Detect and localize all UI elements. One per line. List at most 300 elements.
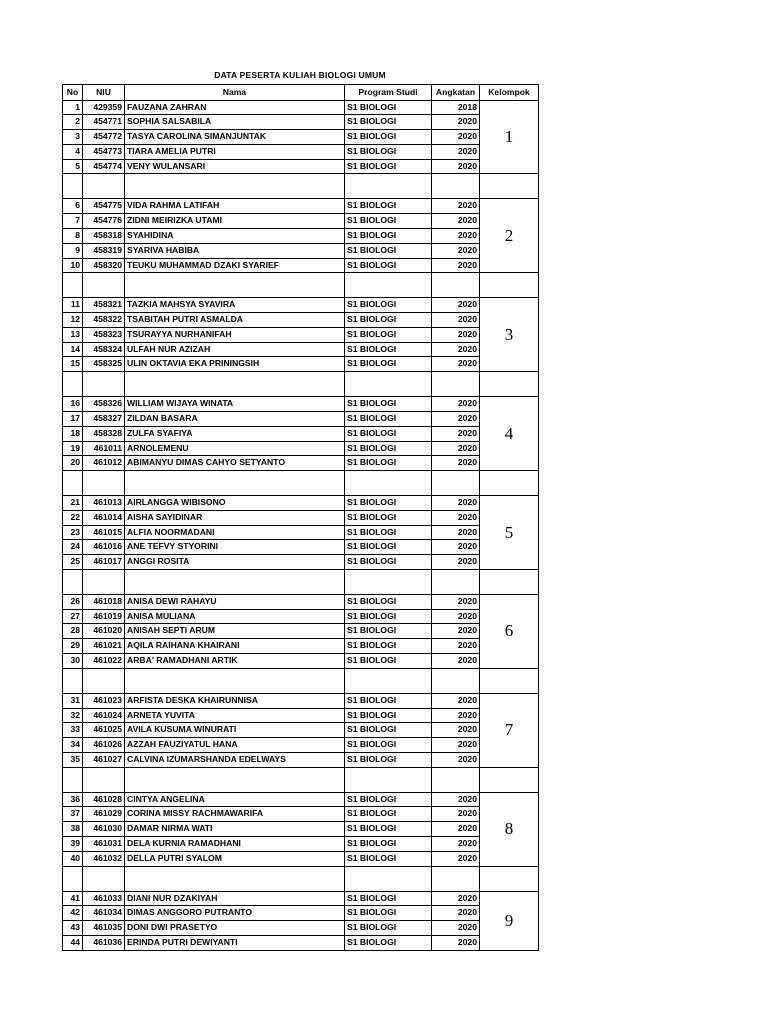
row-niu: 454775: [83, 199, 125, 214]
spacer-cell: [125, 471, 345, 496]
row-program-studi: S1 BIOLOGI: [345, 723, 432, 738]
row-program-studi: S1 BIOLOGI: [345, 525, 432, 540]
row-no: 6: [63, 199, 83, 214]
row-nama: TAZKIA MAHSYA SYAVIRA: [125, 298, 345, 313]
table-row: [63, 921, 539, 936]
row-niu: 461015: [83, 525, 125, 540]
group-spacer-row: [63, 372, 539, 397]
row-nama: ZULFA SYAFIYA: [125, 426, 345, 441]
spacer-cell: [125, 174, 345, 199]
group-spacer-row: [63, 668, 539, 693]
row-program-studi: S1 BIOLOGI: [345, 609, 432, 624]
row-no: 26: [63, 594, 83, 609]
row-nama: AISHA SAYIDINAR: [125, 510, 345, 525]
row-nama: SYARIVA HABIBA: [125, 243, 345, 258]
table-row: [63, 540, 539, 555]
row-program-studi: S1 BIOLOGI: [345, 100, 432, 115]
table-row: [63, 510, 539, 525]
spacer-cell: [345, 273, 432, 298]
row-program-studi: S1 BIOLOGI: [345, 891, 432, 906]
row-nama: AVILA KUSUMA WINURATI: [125, 723, 345, 738]
row-program-studi: S1 BIOLOGI: [345, 851, 432, 866]
row-program-studi: S1 BIOLOGI: [345, 807, 432, 822]
row-niu: 454773: [83, 144, 125, 159]
row-angkatan: 2020: [432, 496, 480, 511]
table-row: [63, 115, 539, 130]
row-no: 19: [63, 441, 83, 456]
row-program-studi: S1 BIOLOGI: [345, 639, 432, 654]
row-angkatan: 2020: [432, 130, 480, 145]
row-no: 39: [63, 837, 83, 852]
row-no: 22: [63, 510, 83, 525]
group-spacer-row: [63, 569, 539, 594]
row-no: 30: [63, 654, 83, 669]
row-niu: 461026: [83, 738, 125, 753]
row-niu: 461016: [83, 540, 125, 555]
row-program-studi: S1 BIOLOGI: [345, 258, 432, 273]
row-nama: DIANI NUR DZAKIYAH: [125, 891, 345, 906]
row-program-studi: S1 BIOLOGI: [345, 199, 432, 214]
header-niu: NIU: [83, 85, 125, 101]
row-nama: DONI DWI PRASETYO: [125, 921, 345, 936]
row-niu: 454771: [83, 115, 125, 130]
row-angkatan: 2018: [432, 100, 480, 115]
row-no: 20: [63, 456, 83, 471]
row-niu: 458327: [83, 411, 125, 426]
row-niu: 461034: [83, 906, 125, 921]
table-row: [63, 214, 539, 229]
row-no: 13: [63, 327, 83, 342]
spacer-cell: [345, 668, 432, 693]
row-nama: AIRLANGGA WIBISONO: [125, 496, 345, 511]
row-nama: TIARA AMELIA PUTRI: [125, 144, 345, 159]
spacer-cell: [345, 174, 432, 199]
row-program-studi: S1 BIOLOGI: [345, 130, 432, 145]
spacer-cell: [83, 668, 125, 693]
spacer-cell: [63, 767, 83, 792]
row-nama: ULFAH NUR AZIZAH: [125, 342, 345, 357]
spacer-cell: [63, 569, 83, 594]
kelompok-number: 5: [480, 496, 539, 570]
group-spacer-row: [63, 471, 539, 496]
row-no: 33: [63, 723, 83, 738]
row-nama: ABIMANYU DIMAS CAHYO SETYANTO: [125, 456, 345, 471]
row-niu: 461013: [83, 496, 125, 511]
table-row: [63, 837, 539, 852]
spacer-cell: [63, 372, 83, 397]
row-nama: WILLIAM WIJAYA WINATA: [125, 397, 345, 412]
row-niu: 461021: [83, 639, 125, 654]
row-nama: AQILA RAIHANA KHAIRANI: [125, 639, 345, 654]
row-angkatan: 2020: [432, 426, 480, 441]
row-angkatan: 2020: [432, 935, 480, 950]
row-no: 36: [63, 792, 83, 807]
table-row: [63, 327, 539, 342]
document-title: DATA PESERTA KULIAH BIOLOGI UMUM: [214, 70, 386, 80]
row-angkatan: 2020: [432, 906, 480, 921]
spacer-cell: [63, 273, 83, 298]
row-program-studi: S1 BIOLOGI: [345, 906, 432, 921]
row-program-studi: S1 BIOLOGI: [345, 298, 432, 313]
row-no: 4: [63, 144, 83, 159]
table-row: [63, 935, 539, 950]
row-niu: 458324: [83, 342, 125, 357]
row-angkatan: 2020: [432, 214, 480, 229]
row-program-studi: S1 BIOLOGI: [345, 496, 432, 511]
row-nama: ZIDNI MEIRIZKA UTAMI: [125, 214, 345, 229]
spacer-cell: [83, 866, 125, 891]
row-no: 31: [63, 693, 83, 708]
row-angkatan: 2020: [432, 891, 480, 906]
row-angkatan: 2020: [432, 837, 480, 852]
table-row: [63, 822, 539, 837]
spacer-cell: [432, 471, 480, 496]
row-niu: 461014: [83, 510, 125, 525]
spacer-cell: [432, 273, 480, 298]
spacer-cell: [432, 174, 480, 199]
spacer-cell: [125, 372, 345, 397]
table-row: [63, 298, 539, 313]
header-program-studi: Program Studi: [345, 85, 432, 101]
spacer-cell: [345, 767, 432, 792]
row-no: 38: [63, 822, 83, 837]
kelompok-number: 3: [480, 298, 539, 372]
row-program-studi: S1 BIOLOGI: [345, 159, 432, 174]
table-row: [63, 258, 539, 273]
row-nama: FAUZANA ZAHRAN: [125, 100, 345, 115]
row-niu: 458319: [83, 243, 125, 258]
row-no: 2: [63, 115, 83, 130]
table-row: [63, 496, 539, 511]
spacer-cell: [63, 668, 83, 693]
row-niu: 458326: [83, 397, 125, 412]
spacer-cell: [345, 471, 432, 496]
row-angkatan: 2020: [432, 792, 480, 807]
row-angkatan: 2020: [432, 624, 480, 639]
row-no: 40: [63, 851, 83, 866]
row-niu: 458321: [83, 298, 125, 313]
row-no: 16: [63, 397, 83, 412]
table-body: [63, 100, 539, 950]
row-program-studi: S1 BIOLOGI: [345, 792, 432, 807]
row-niu: 458325: [83, 357, 125, 372]
table-row: [63, 624, 539, 639]
table-row: [63, 441, 539, 456]
row-nama: ALFIA NOORMADANI: [125, 525, 345, 540]
row-angkatan: 2020: [432, 115, 480, 130]
row-program-studi: S1 BIOLOGI: [345, 837, 432, 852]
spacer-cell: [480, 471, 539, 496]
row-nama: TASYA CAROLINA SIMANJUNTAK: [125, 130, 345, 145]
row-angkatan: 2020: [432, 298, 480, 313]
row-nama: SYAHIDINA: [125, 228, 345, 243]
row-angkatan: 2020: [432, 807, 480, 822]
participant-table: [62, 84, 539, 951]
row-program-studi: S1 BIOLOGI: [345, 624, 432, 639]
row-niu: 458320: [83, 258, 125, 273]
row-program-studi: S1 BIOLOGI: [345, 228, 432, 243]
row-nama: AZZAH FAUZIYATUL HANA: [125, 738, 345, 753]
row-program-studi: S1 BIOLOGI: [345, 426, 432, 441]
table-row: [63, 342, 539, 357]
row-nama: ANISAH SEPTI ARUM: [125, 624, 345, 639]
row-no: 8: [63, 228, 83, 243]
table-row: [63, 397, 539, 412]
spacer-cell: [83, 372, 125, 397]
row-angkatan: 2020: [432, 243, 480, 258]
row-program-studi: S1 BIOLOGI: [345, 540, 432, 555]
row-no: 3: [63, 130, 83, 145]
row-no: 35: [63, 752, 83, 767]
header-nama: Nama: [125, 85, 345, 101]
row-no: 34: [63, 738, 83, 753]
row-nama: ARFISTA DESKA KHAIRUNNISA: [125, 693, 345, 708]
row-no: 12: [63, 313, 83, 328]
row-no: 24: [63, 540, 83, 555]
row-no: 41: [63, 891, 83, 906]
row-niu: 429359: [83, 100, 125, 115]
kelompok-number: 2: [480, 199, 539, 273]
row-niu: 461025: [83, 723, 125, 738]
row-angkatan: 2020: [432, 555, 480, 570]
group-spacer-row: [63, 767, 539, 792]
row-no: 9: [63, 243, 83, 258]
table-row: [63, 456, 539, 471]
row-program-studi: S1 BIOLOGI: [345, 357, 432, 372]
row-program-studi: S1 BIOLOGI: [345, 144, 432, 159]
row-no: 14: [63, 342, 83, 357]
row-nama: SOPHIA SALSABILA: [125, 115, 345, 130]
row-niu: 461027: [83, 752, 125, 767]
row-nama: ANE TEFVY STYORINI: [125, 540, 345, 555]
row-niu: 461036: [83, 935, 125, 950]
row-angkatan: 2020: [432, 441, 480, 456]
row-niu: 461011: [83, 441, 125, 456]
table-row: [63, 243, 539, 258]
spacer-cell: [432, 372, 480, 397]
header-angkatan: Angkatan: [432, 85, 480, 101]
row-no: 25: [63, 555, 83, 570]
row-angkatan: 2020: [432, 639, 480, 654]
row-angkatan: 2020: [432, 540, 480, 555]
row-angkatan: 2020: [432, 693, 480, 708]
spacer-cell: [63, 471, 83, 496]
table-row: [63, 609, 539, 624]
table-row: [63, 708, 539, 723]
row-program-studi: S1 BIOLOGI: [345, 313, 432, 328]
row-niu: 461035: [83, 921, 125, 936]
row-program-studi: S1 BIOLOGI: [345, 738, 432, 753]
table-row: [63, 525, 539, 540]
row-no: 1: [63, 100, 83, 115]
row-niu: 454772: [83, 130, 125, 145]
kelompok-number: 4: [480, 397, 539, 471]
spacer-cell: [432, 866, 480, 891]
row-angkatan: 2020: [432, 654, 480, 669]
row-program-studi: S1 BIOLOGI: [345, 555, 432, 570]
row-nama: ANISA MULIANA: [125, 609, 345, 624]
row-no: 5: [63, 159, 83, 174]
kelompok-number: 8: [480, 792, 539, 866]
row-angkatan: 2020: [432, 594, 480, 609]
spacer-cell: [480, 174, 539, 199]
row-niu: 461033: [83, 891, 125, 906]
spacer-cell: [125, 866, 345, 891]
row-nama: ANISA DEWI RAHAYU: [125, 594, 345, 609]
row-nama: TSURAYYA NURHANIFAH: [125, 327, 345, 342]
row-nama: CORINA MISSY RACHMAWARIFA: [125, 807, 345, 822]
row-program-studi: S1 BIOLOGI: [345, 411, 432, 426]
row-no: 44: [63, 935, 83, 950]
spacer-cell: [345, 866, 432, 891]
table-row: [63, 693, 539, 708]
row-no: 29: [63, 639, 83, 654]
row-niu: 458323: [83, 327, 125, 342]
row-nama: VENY WULANSARI: [125, 159, 345, 174]
table-row: [63, 130, 539, 145]
row-niu: 461012: [83, 456, 125, 471]
row-niu: 461017: [83, 555, 125, 570]
row-program-studi: S1 BIOLOGI: [345, 441, 432, 456]
row-nama: ARNETA YUVITA: [125, 708, 345, 723]
row-program-studi: S1 BIOLOGI: [345, 935, 432, 950]
row-niu: 458322: [83, 313, 125, 328]
row-nama: TEUKU MUHAMMAD DZAKI SYARIEF: [125, 258, 345, 273]
table-row: [63, 792, 539, 807]
row-no: 7: [63, 214, 83, 229]
table-row: [63, 906, 539, 921]
row-program-studi: S1 BIOLOGI: [345, 510, 432, 525]
spacer-cell: [83, 569, 125, 594]
row-angkatan: 2020: [432, 397, 480, 412]
row-niu: 461020: [83, 624, 125, 639]
table-row: [63, 752, 539, 767]
spacer-cell: [345, 372, 432, 397]
row-nama: DAMAR NIRMA WATI: [125, 822, 345, 837]
table-row: [63, 313, 539, 328]
spacer-cell: [83, 174, 125, 199]
kelompok-number: 1: [480, 100, 539, 174]
spacer-cell: [83, 767, 125, 792]
row-no: 37: [63, 807, 83, 822]
header-kelompok: Kelompok: [480, 85, 539, 101]
spacer-cell: [432, 767, 480, 792]
spacer-cell: [480, 767, 539, 792]
row-niu: 454774: [83, 159, 125, 174]
row-angkatan: 2020: [432, 456, 480, 471]
row-angkatan: 2020: [432, 525, 480, 540]
spacer-cell: [480, 372, 539, 397]
spacer-cell: [345, 569, 432, 594]
table-row: [63, 738, 539, 753]
row-niu: 458328: [83, 426, 125, 441]
row-angkatan: 2020: [432, 144, 480, 159]
spacer-cell: [63, 866, 83, 891]
row-nama: CINTYA ANGELINA: [125, 792, 345, 807]
table-row: [63, 807, 539, 822]
row-niu: 461028: [83, 792, 125, 807]
row-angkatan: 2020: [432, 313, 480, 328]
row-angkatan: 2020: [432, 921, 480, 936]
row-angkatan: 2020: [432, 738, 480, 753]
spacer-cell: [83, 273, 125, 298]
row-niu: 461018: [83, 594, 125, 609]
table-row: [63, 159, 539, 174]
row-niu: 461029: [83, 807, 125, 822]
row-program-studi: S1 BIOLOGI: [345, 594, 432, 609]
row-nama: DELLA PUTRI SYALOM: [125, 851, 345, 866]
row-angkatan: 2020: [432, 228, 480, 243]
row-nama: VIDA RAHMA LATIFAH: [125, 199, 345, 214]
row-angkatan: 2020: [432, 708, 480, 723]
table-row: [63, 100, 539, 115]
row-program-studi: S1 BIOLOGI: [345, 342, 432, 357]
table-row: [63, 594, 539, 609]
table-row: [63, 555, 539, 570]
row-angkatan: 2020: [432, 199, 480, 214]
table-row: [63, 891, 539, 906]
row-nama: TSABITAH PUTRI ASMALDA: [125, 313, 345, 328]
row-angkatan: 2020: [432, 752, 480, 767]
row-nama: DELA KURNIA RAMADHANI: [125, 837, 345, 852]
row-program-studi: S1 BIOLOGI: [345, 397, 432, 412]
row-niu: 461024: [83, 708, 125, 723]
row-no: 10: [63, 258, 83, 273]
row-program-studi: S1 BIOLOGI: [345, 822, 432, 837]
group-spacer-row: [63, 866, 539, 891]
header-no: No: [63, 85, 83, 101]
row-angkatan: 2020: [432, 411, 480, 426]
spacer-cell: [432, 569, 480, 594]
spacer-cell: [480, 569, 539, 594]
spacer-cell: [125, 273, 345, 298]
row-program-studi: S1 BIOLOGI: [345, 693, 432, 708]
table-row: [63, 851, 539, 866]
table-row: [63, 411, 539, 426]
row-no: 23: [63, 525, 83, 540]
row-angkatan: 2020: [432, 159, 480, 174]
row-program-studi: S1 BIOLOGI: [345, 654, 432, 669]
row-niu: 461022: [83, 654, 125, 669]
row-no: 28: [63, 624, 83, 639]
table-row: [63, 654, 539, 669]
spacer-cell: [480, 866, 539, 891]
group-spacer-row: [63, 273, 539, 298]
row-niu: 461032: [83, 851, 125, 866]
spacer-cell: [125, 569, 345, 594]
header-row: [63, 85, 539, 101]
spacer-cell: [125, 767, 345, 792]
row-no: 11: [63, 298, 83, 313]
row-nama: ARNOLEMENU: [125, 441, 345, 456]
row-nama: DIMAS ANGGORO PUTRANTO: [125, 906, 345, 921]
row-program-studi: S1 BIOLOGI: [345, 327, 432, 342]
row-no: 21: [63, 496, 83, 511]
kelompok-number: 6: [480, 594, 539, 668]
kelompok-number: 9: [480, 891, 539, 950]
row-program-studi: S1 BIOLOGI: [345, 708, 432, 723]
row-no: 43: [63, 921, 83, 936]
row-program-studi: S1 BIOLOGI: [345, 243, 432, 258]
table-row: [63, 199, 539, 214]
row-niu: 461031: [83, 837, 125, 852]
row-niu: 461023: [83, 693, 125, 708]
group-spacer-row: [63, 174, 539, 199]
row-angkatan: 2020: [432, 723, 480, 738]
spacer-cell: [83, 471, 125, 496]
row-program-studi: S1 BIOLOGI: [345, 752, 432, 767]
row-nama: ERINDA PUTRI DEWIYANTI: [125, 935, 345, 950]
